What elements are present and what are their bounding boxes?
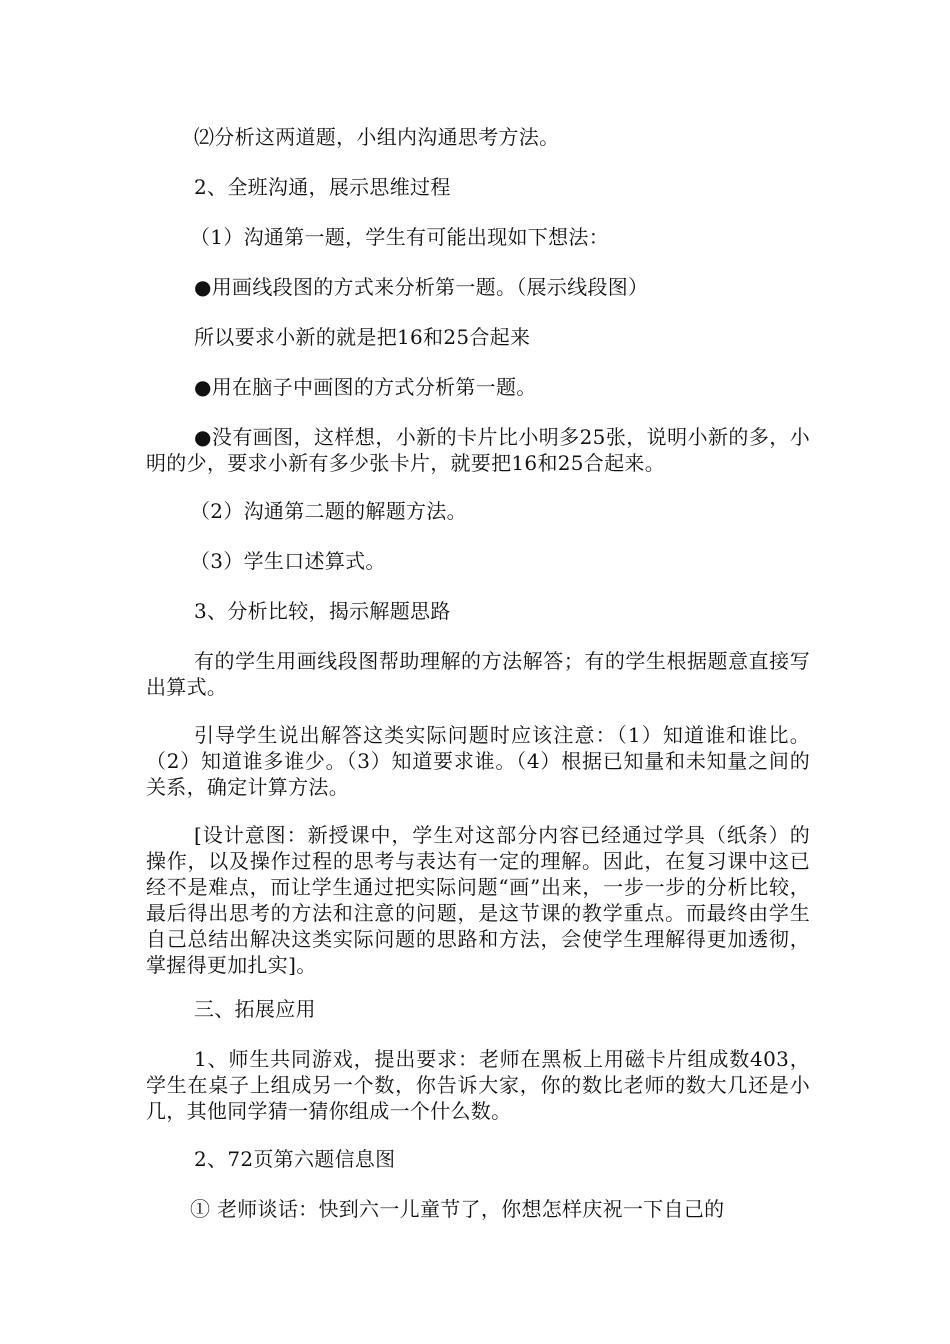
- paragraph-analyze-two-problems: ⑵分析这两道题，小组内沟通思考方法。: [194, 125, 560, 149]
- paragraph-oral-formula: （3）学生口述算式。: [190, 549, 386, 573]
- heading-extension-application: 三、拓展应用: [194, 997, 316, 1021]
- heading-class-communication: 2、全班沟通，展示思维过程: [194, 175, 451, 199]
- bullet-mental-drawing: ●用在脑子中画图的方式分析第一题。: [194, 375, 537, 399]
- paragraph-page-72-problem: 2、72页第六题信息图: [194, 1147, 396, 1171]
- paragraph-second-problem-method: （2）沟通第二题的解题方法。: [190, 499, 467, 523]
- paragraph-card-number-game: 1、师生共同游戏，提出要求：老师在黑板上用磁卡片组成数403，学生在桌子上组成另一个数，你告诉大家，你的数比老师的数大几还是小几，其他同学猜一猜你组成一个什么数。: [146, 1047, 810, 1123]
- paragraph-first-problem-ideas: （1）沟通第一题，学生有可能出现如下想法：: [190, 225, 610, 249]
- paragraph-solution-approaches: 有的学生用画线段图帮助理解的方法解答；有的学生根据题意直接写出算式。: [146, 649, 810, 699]
- paragraph-teacher-talk: ① 老师谈话：快到六一儿童节了，你想怎样庆祝一下自己的: [190, 1197, 725, 1221]
- paragraph-design-intent: [设计意图：新授课中，学生对这部分内容已经通过学具（纸条）的操作，以及操作过程的思考与表达有一定的理解。因此，在复习课中这已经不是难点，而让学生通过把实际问题“画”出来，一步一步的分析比较，最后得出思考的方法和注意的问题，是这节课的教学重点。而最终由学生自己总结出解决这类实际问题的思路和方法，会使学生理解得更加透彻，掌握得更加扎实]。: [146, 823, 810, 977]
- bullet-line-segment-diagram: ●用画线段图的方式来分析第一题。（展示线段图）: [194, 275, 649, 299]
- bullet-no-drawing-reasoning: ●没有画图，这样想，小新的卡片比小明多25张，说明小新的多，小明的少，要求小新有多少张卡片，就要把16和25合起来。: [146, 425, 810, 475]
- heading-analysis-comparison: 3、分析比较，揭示解题思路: [194, 599, 451, 623]
- paragraph-guidance-points: 引导学生说出解答这类实际问题时应该注意：（1）知道谁和谁比。（2）知道谁多谁少。（3）知道要求谁。（4）根据已知量和未知量之间的关系，确定计算方法。: [146, 723, 810, 799]
- paragraph-combine-numbers: 所以要求小新的就是把16和25合起来: [194, 325, 531, 349]
